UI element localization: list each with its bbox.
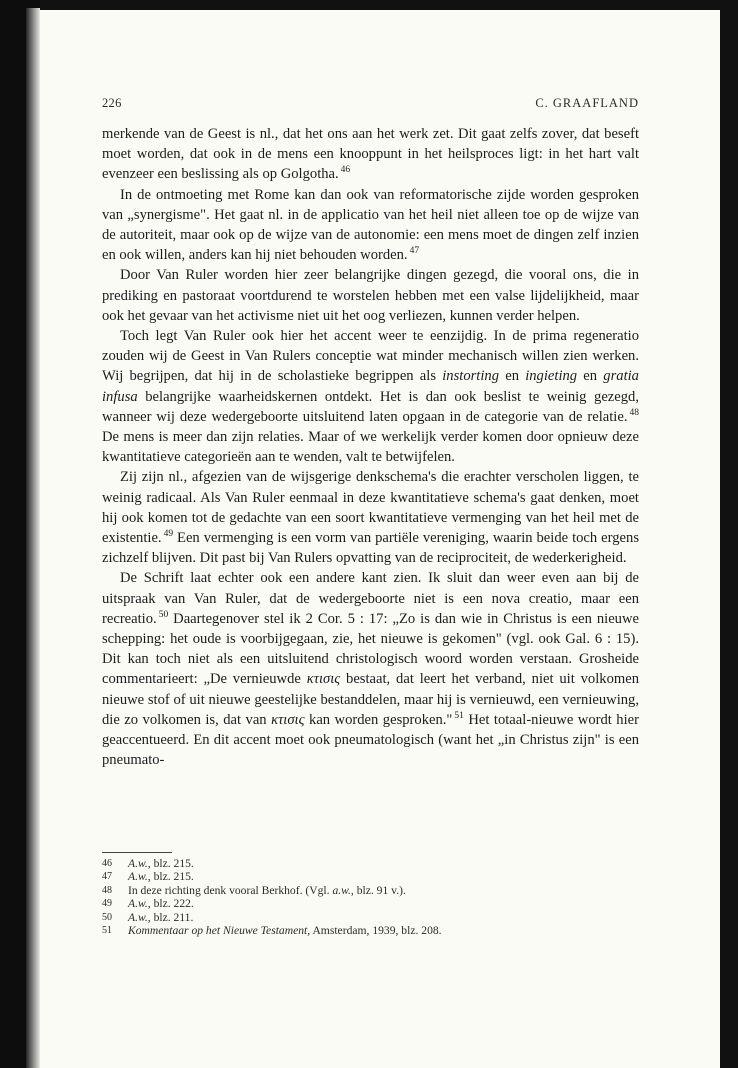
italic-text: gratia infusa <box>102 368 639 405</box>
text-run: De Schrift laat echter ook een andere kant zien. Ik sluit dan weer even aan bij de uitspraak van Van Ruler, dat de wedergeboorte niet is een nova creatio, maar een recreatio. <box>102 570 639 627</box>
page-number: 226 <box>102 96 122 110</box>
footnote-text <box>128 857 639 870</box>
text-run: , blz. 211. <box>147 910 194 924</box>
paragraph <box>102 185 639 266</box>
paragraph <box>102 568 639 770</box>
text-run: Een vermenging is een vorm van partiële vereniging, waarin beide toch ergens zichzelf blijven. Dit past bij Van Rulers opvatting van de reciprociteit, de wederkerigheid. <box>102 530 639 567</box>
footnote-number: 48 <box>102 884 112 896</box>
footnote <box>102 911 639 924</box>
footnote-ref: 48 <box>629 407 639 418</box>
footnote-ref: 47 <box>409 246 420 257</box>
footnotes <box>102 857 639 937</box>
text-run: belangrijke waarheidskernen ontdekt. Het is dan ook beslist te weinig gezegd, wanneer wij deze wedergeboorte uitsluitend laten opgaan in de categorie van de relatie. <box>102 388 639 425</box>
running-head <box>102 96 639 114</box>
running-head-author: C. GRAAFLAND <box>535 96 639 110</box>
footnote-text <box>128 884 639 897</box>
text-run: Door Van Ruler worden hier zeer belangrijke dingen gezegd, die vooral ons, die in prediking en pastoraat voortdurend te worstelen hebben met een valse lijdelijkheid, maar ook het gevaar van het activisme niet uit het oog verliezen, kunnen verder helpen. <box>102 267 639 324</box>
footnote-number: 50 <box>102 911 112 923</box>
italic-text: ingieting <box>525 368 578 385</box>
text-run: Het totaal-nieuwe wordt hier geaccentueerd. En dit accent moet ook pneumatologisch (want het „in Christus zijn" is een pneumato- <box>102 711 639 769</box>
text-run: , Amsterdam, 1939, blz. 208. <box>307 924 442 938</box>
footnote-number: 46 <box>102 858 112 869</box>
footnote-text <box>128 924 639 937</box>
footnote <box>102 924 639 937</box>
italic-text: A.w. <box>128 910 148 924</box>
italic-text: A.w. <box>128 870 148 884</box>
text-run: Zij zijn nl., afgezien van de wijsgerige denkschema's die erachter verscholen liggen, te weinig radicaal. Als Van Ruler eenmaal in deze kwantitatieve schema's gaat denken, moet hij ook komen tot de gedachte van een soort kwantitatieve vermenging van het heil met de existentie. <box>102 469 639 547</box>
paragraph <box>102 265 639 326</box>
text-run: merkende van de Geest is nl., dat het ons aan het werk zet. Dit gaat zelfs zover, dat beseft moet worden, dat ook in de mens een knooppunt in het heilsproces ligt: in het hart valt evenzeer een beslissing als op Golgotha. <box>102 126 639 183</box>
text-run: Toch legt Van Ruler ook hier het accent weer te eenzijdig. In de prima regeneratio zouden wij de Geest in Van Rulers conceptie wat minder mechanisch willen zien werken. Wij begrijpen, dat hij in de scholastieke begrippen als <box>102 328 639 385</box>
paragraph <box>102 124 639 185</box>
text-run: De mens is meer dan zijn relaties. Maar of we werkelijk verder komen door opnieuw deze kwantitatieve categorieën aan te wenden, valt te betwijfelen. <box>102 429 639 466</box>
footnote-ref: 46 <box>340 165 351 176</box>
italic-text: A.w. <box>128 857 148 870</box>
footnote-number: 49 <box>102 898 112 910</box>
text-run: In de ontmoeting met Rome kan dan ook van reformatorische zijde worden gesproken van „synergisme". Het gaat nl. in de applicatio van het heil niet alleen toe op de wijze van de autoriteit, maar ook op de wijze van de autonomie: een mens moet de dingen zelf inzien en ook willen, anders kan hij niet behouden worden. <box>102 186 639 264</box>
footnote-text <box>128 870 639 883</box>
footnote <box>102 857 639 870</box>
italic-text: instorting <box>442 368 499 385</box>
text-run: en <box>499 368 526 385</box>
footnote-ref: 49 <box>163 529 174 540</box>
footnote <box>102 884 639 897</box>
italic-text: Kommentaar op het Nieuwe Testament <box>128 924 308 938</box>
footnote-ref: 50 <box>158 609 169 620</box>
text-run: , blz. 91 v.). <box>350 883 406 897</box>
paragraph <box>102 326 639 467</box>
italic-text: κτισις <box>306 671 341 688</box>
text-run: en <box>577 368 604 385</box>
footnote <box>102 897 639 910</box>
body-text <box>102 124 639 771</box>
footnote-text <box>128 911 639 924</box>
paragraph <box>102 467 639 568</box>
text-run: kan worden gesproken." <box>304 711 453 728</box>
footnote-ref: 51 <box>454 710 464 721</box>
footnote-rule <box>102 852 172 853</box>
text-run: bestaat, dat leert het verband, niet uit volkomen nieuwe stof of uit nieuwe geestelijke bestanddelen, maar hij is vernieuwd, een vernieuwing, die zo volkomen is, dat van <box>102 671 639 728</box>
text-run: , blz. 215. <box>147 857 194 870</box>
footnote-number: 51 <box>102 925 112 937</box>
text-run: , blz. 222. <box>147 897 194 911</box>
scan-border-top <box>0 0 738 10</box>
italic-text: κτισις <box>271 711 305 728</box>
scan-border-right <box>720 0 738 1068</box>
italic-text: A.w. <box>128 897 148 911</box>
text-run: In deze richting denk vooral Berkhof. (Vgl. <box>128 883 333 897</box>
footnote <box>102 870 639 883</box>
text-run: , blz. 215. <box>147 870 194 884</box>
text-run: Daartegenover stel ik 2 Cor. 5 : 17: „Zo is dan wie in Christus is een nieuwe schepping: het oude is voorbijgegaan, zie, het nieuwe is gekomen" (vgl. ook Gal. 6 : 15). Dit kan toch niet als een uitsluitend christologisch woord worden verstaan. Grosheide commentarieert: „De vernieuwde <box>102 610 639 688</box>
footnote-number: 47 <box>102 871 112 883</box>
italic-text: a.w. <box>332 883 351 897</box>
footnote-text <box>128 897 639 910</box>
scan-shadow <box>26 8 40 1068</box>
